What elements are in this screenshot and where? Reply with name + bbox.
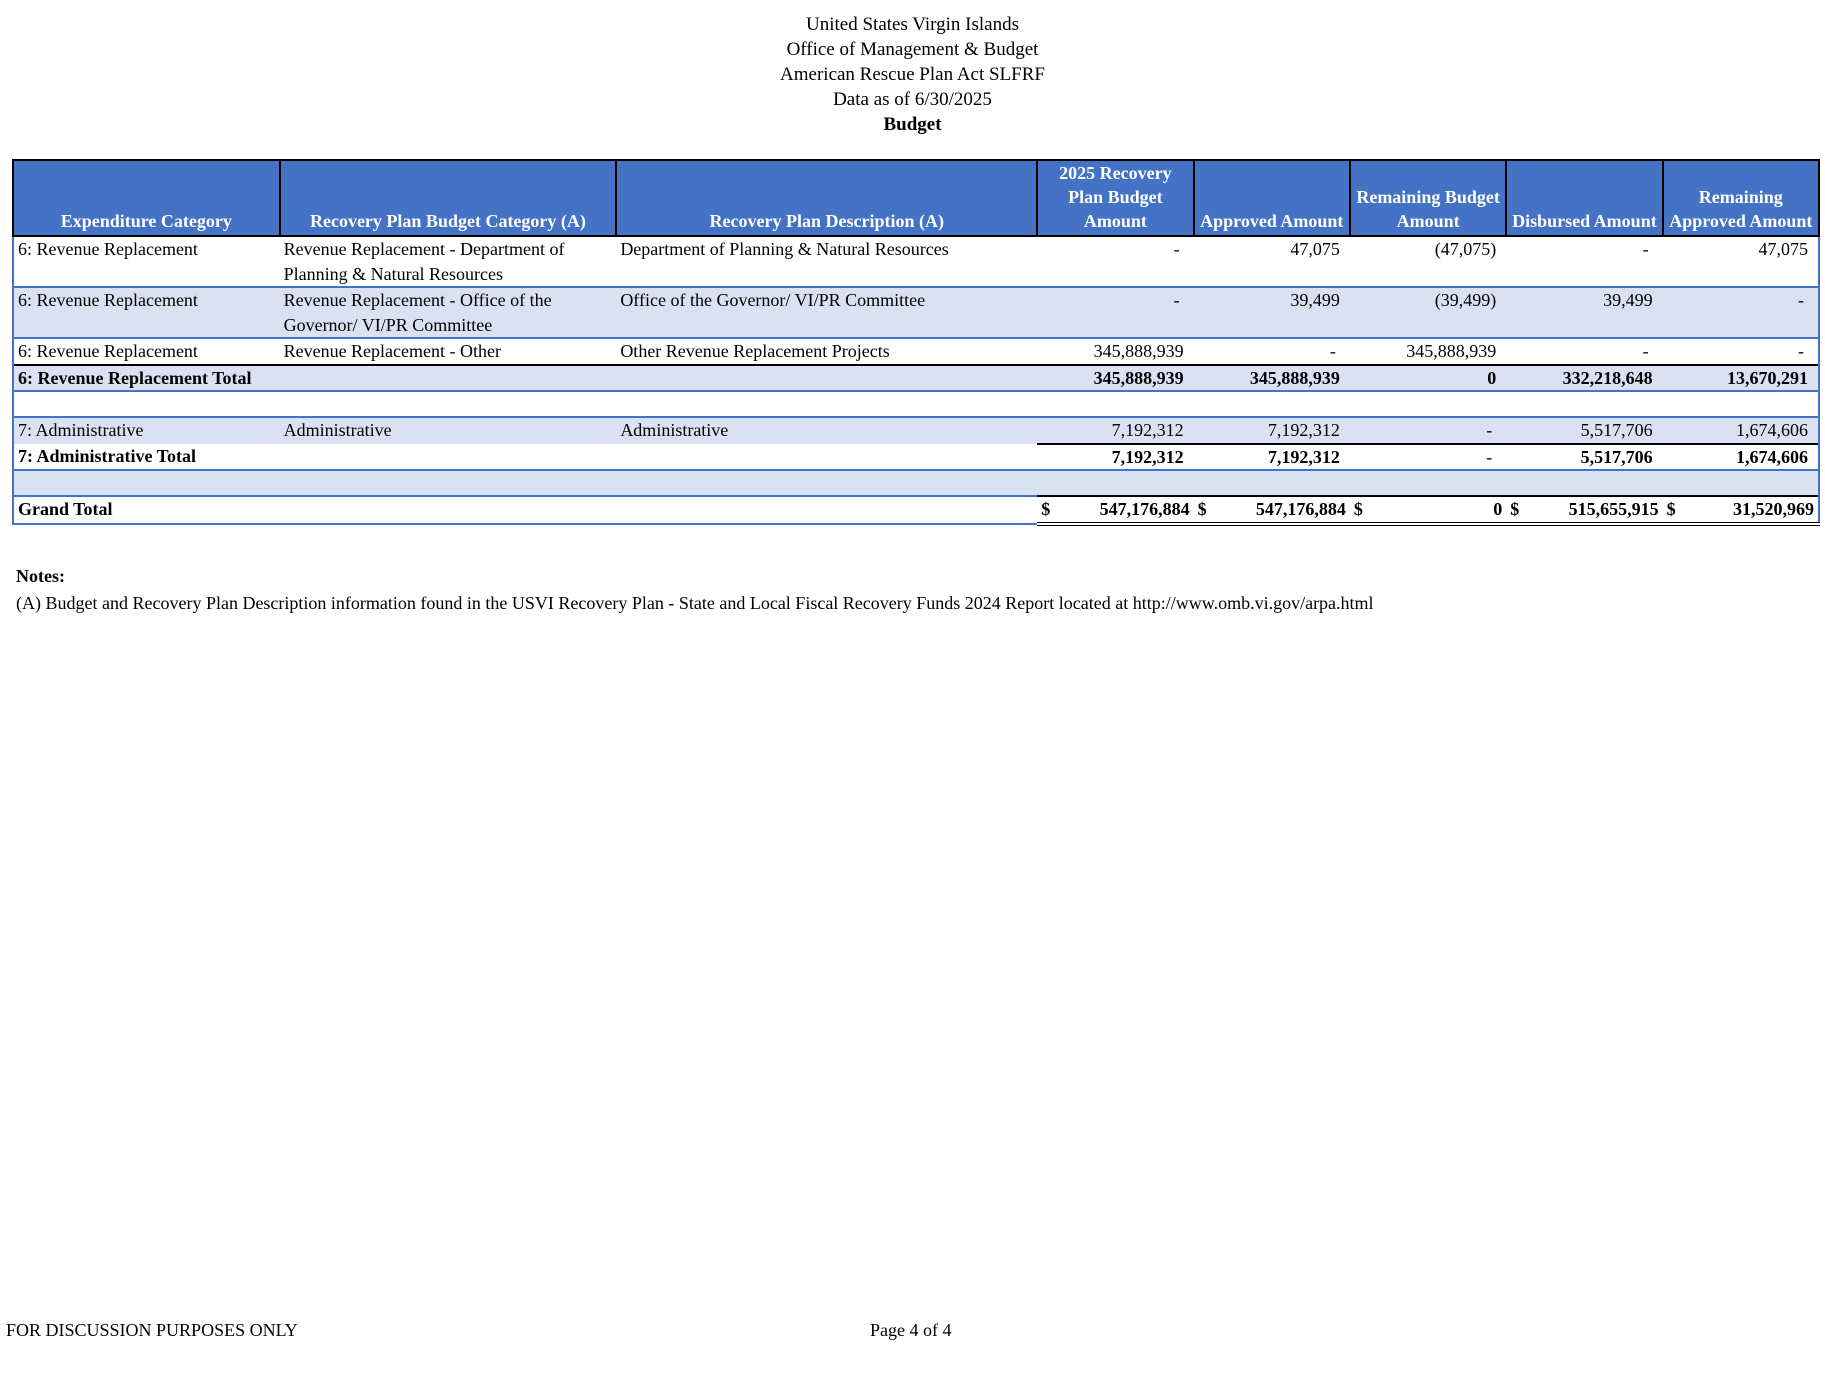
table-row bbox=[13, 417, 1819, 444]
header-line-territory: United States Virgin Islands bbox=[806, 14, 1019, 35]
notes-section bbox=[16, 563, 1374, 617]
subtotal-remaining-approved: 13,670,291 bbox=[1663, 365, 1819, 392]
cell-category: 7: Administrative bbox=[13, 417, 280, 444]
table-row bbox=[13, 338, 1819, 365]
cell-budget-category: Revenue Replacement - Department of Planning & Natural Resources bbox=[283, 239, 565, 284]
cell-description: Department of Planning & Natural Resources bbox=[620, 239, 949, 259]
cell-remaining-budget: (39,499) bbox=[1350, 287, 1506, 338]
page-number: Page 4 of 4 bbox=[870, 1320, 952, 1340]
cell-remaining-budget: - bbox=[1350, 417, 1506, 444]
cell-remaining-approved: - bbox=[1663, 338, 1819, 365]
notes-title: Notes: bbox=[16, 566, 65, 586]
subtotal-row bbox=[13, 365, 1819, 392]
col-header-description: Recovery Plan Description (A) bbox=[616, 160, 1037, 236]
blank-row bbox=[13, 470, 1819, 496]
currency-symbol: $ bbox=[1666, 499, 1676, 519]
cell-category: 6: Revenue Replacement bbox=[13, 236, 280, 287]
subtotal-disbursed: 332,218,648 bbox=[1506, 365, 1662, 392]
subtotal-row bbox=[13, 444, 1819, 471]
notes-text: (A) Budget and Recovery Plan Description information found in the USVI Recovery Plan - State and Local Fiscal Recovery Funds 2024 Report located at http://www.omb.vi.gov/arpa.html bbox=[16, 593, 1374, 613]
blank-row bbox=[13, 391, 1819, 417]
currency-symbol: $ bbox=[1510, 499, 1520, 519]
subtotal-label: 6: Revenue Replacement Total bbox=[13, 365, 1037, 392]
cell-remaining-budget: (47,075) bbox=[1434, 239, 1497, 259]
cell-plan-budget: - bbox=[1173, 239, 1180, 259]
budget-table bbox=[12, 159, 1820, 526]
col-header-expenditure-category: Expenditure Category bbox=[13, 160, 280, 236]
cell-approved: 39,499 bbox=[1194, 287, 1350, 338]
col-header-budget-category: Recovery Plan Budget Category (A) bbox=[280, 160, 617, 236]
cell-plan-budget: 7,192,312 bbox=[1037, 417, 1193, 444]
header-line-program: American Rescue Plan Act SLFRF bbox=[780, 64, 1045, 85]
table-row bbox=[13, 236, 1819, 287]
cell-remaining-budget: 345,888,939 bbox=[1350, 338, 1506, 365]
cell-disbursed: 5,517,706 bbox=[1506, 417, 1662, 444]
header-line-office: Office of Management & Budget bbox=[786, 39, 1039, 60]
grand-total-approved: $ 547,176,884 bbox=[1194, 496, 1350, 524]
col-header-disbursed-amount: Disbursed Amount bbox=[1506, 160, 1662, 236]
grand-total-label: Grand Total bbox=[13, 496, 1037, 524]
cell-description: Office of the Governor/ VI/PR Committee bbox=[616, 287, 1037, 338]
currency-symbol: $ bbox=[1041, 499, 1051, 519]
cell-category: 6: Revenue Replacement bbox=[13, 338, 280, 365]
cell-plan-budget: 345,888,939 bbox=[1037, 338, 1193, 365]
cell-plan-budget: - bbox=[1037, 287, 1193, 338]
cell-category: 6: Revenue Replacement bbox=[13, 287, 280, 338]
cell-remaining-approved: - bbox=[1663, 287, 1819, 338]
cell-remaining-approved: 47,075 bbox=[1663, 236, 1819, 287]
subtotal-remaining-budget: - bbox=[1350, 444, 1506, 471]
grand-total-plan-budget: $ 547,176,884 bbox=[1037, 496, 1193, 524]
footer-disclaimer: FOR DISCUSSION PURPOSES ONLY bbox=[6, 1320, 298, 1340]
cell-budget-category: Revenue Replacement - Office of the Governor/ VI/PR Committee bbox=[280, 287, 617, 338]
report-header bbox=[0, 12, 1825, 137]
col-header-plan-budget-amount: 2025 Recovery Plan Budget Amount bbox=[1037, 160, 1193, 236]
subtotal-plan-budget: 345,888,939 bbox=[1037, 365, 1193, 392]
col-header-remaining-budget: Remaining Budget Amount bbox=[1350, 160, 1506, 236]
grand-total-row bbox=[13, 496, 1819, 524]
cell-approved: - bbox=[1194, 338, 1350, 365]
subtotal-remaining-budget: 0 bbox=[1350, 365, 1506, 392]
header-line-date: Data as of 6/30/2025 bbox=[833, 89, 992, 110]
subtotal-approved: 7,192,312 bbox=[1194, 444, 1350, 471]
table-row bbox=[13, 287, 1819, 338]
cell-disbursed: - bbox=[1506, 338, 1662, 365]
col-header-remaining-approved: Remaining Approved Amount bbox=[1663, 160, 1819, 236]
cell-disbursed: 39,499 bbox=[1506, 287, 1662, 338]
cell-approved: 7,192,312 bbox=[1194, 417, 1350, 444]
subtotal-remaining-approved: 1,674,606 bbox=[1663, 444, 1819, 471]
subtotal-approved: 345,888,939 bbox=[1194, 365, 1350, 392]
cell-approved: 47,075 bbox=[1290, 239, 1340, 259]
cell-budget-category: Revenue Replacement - Other bbox=[280, 338, 617, 365]
subtotal-label: 7: Administrative Total bbox=[13, 444, 1037, 471]
currency-symbol: $ bbox=[1197, 499, 1207, 519]
col-header-approved-amount: Approved Amount bbox=[1194, 160, 1350, 236]
subtotal-plan-budget: 7,192,312 bbox=[1037, 444, 1193, 471]
cell-description: Administrative bbox=[616, 417, 1037, 444]
grand-total-remaining-budget: $ 0 bbox=[1350, 496, 1506, 524]
report-title: Budget bbox=[883, 114, 942, 135]
cell-disbursed: - bbox=[1642, 239, 1649, 259]
table-header-row bbox=[13, 160, 1819, 236]
grand-total-disbursed: $ 515,655,915 bbox=[1506, 496, 1662, 524]
grand-total-remaining-approved: $ 31,520,969 bbox=[1663, 496, 1819, 524]
cell-description: Other Revenue Replacement Projects bbox=[616, 338, 1037, 365]
subtotal-disbursed: 5,517,706 bbox=[1506, 444, 1662, 471]
cell-budget-category: Administrative bbox=[280, 417, 617, 444]
currency-symbol: $ bbox=[1353, 499, 1363, 519]
cell-remaining-approved: 1,674,606 bbox=[1663, 417, 1819, 444]
